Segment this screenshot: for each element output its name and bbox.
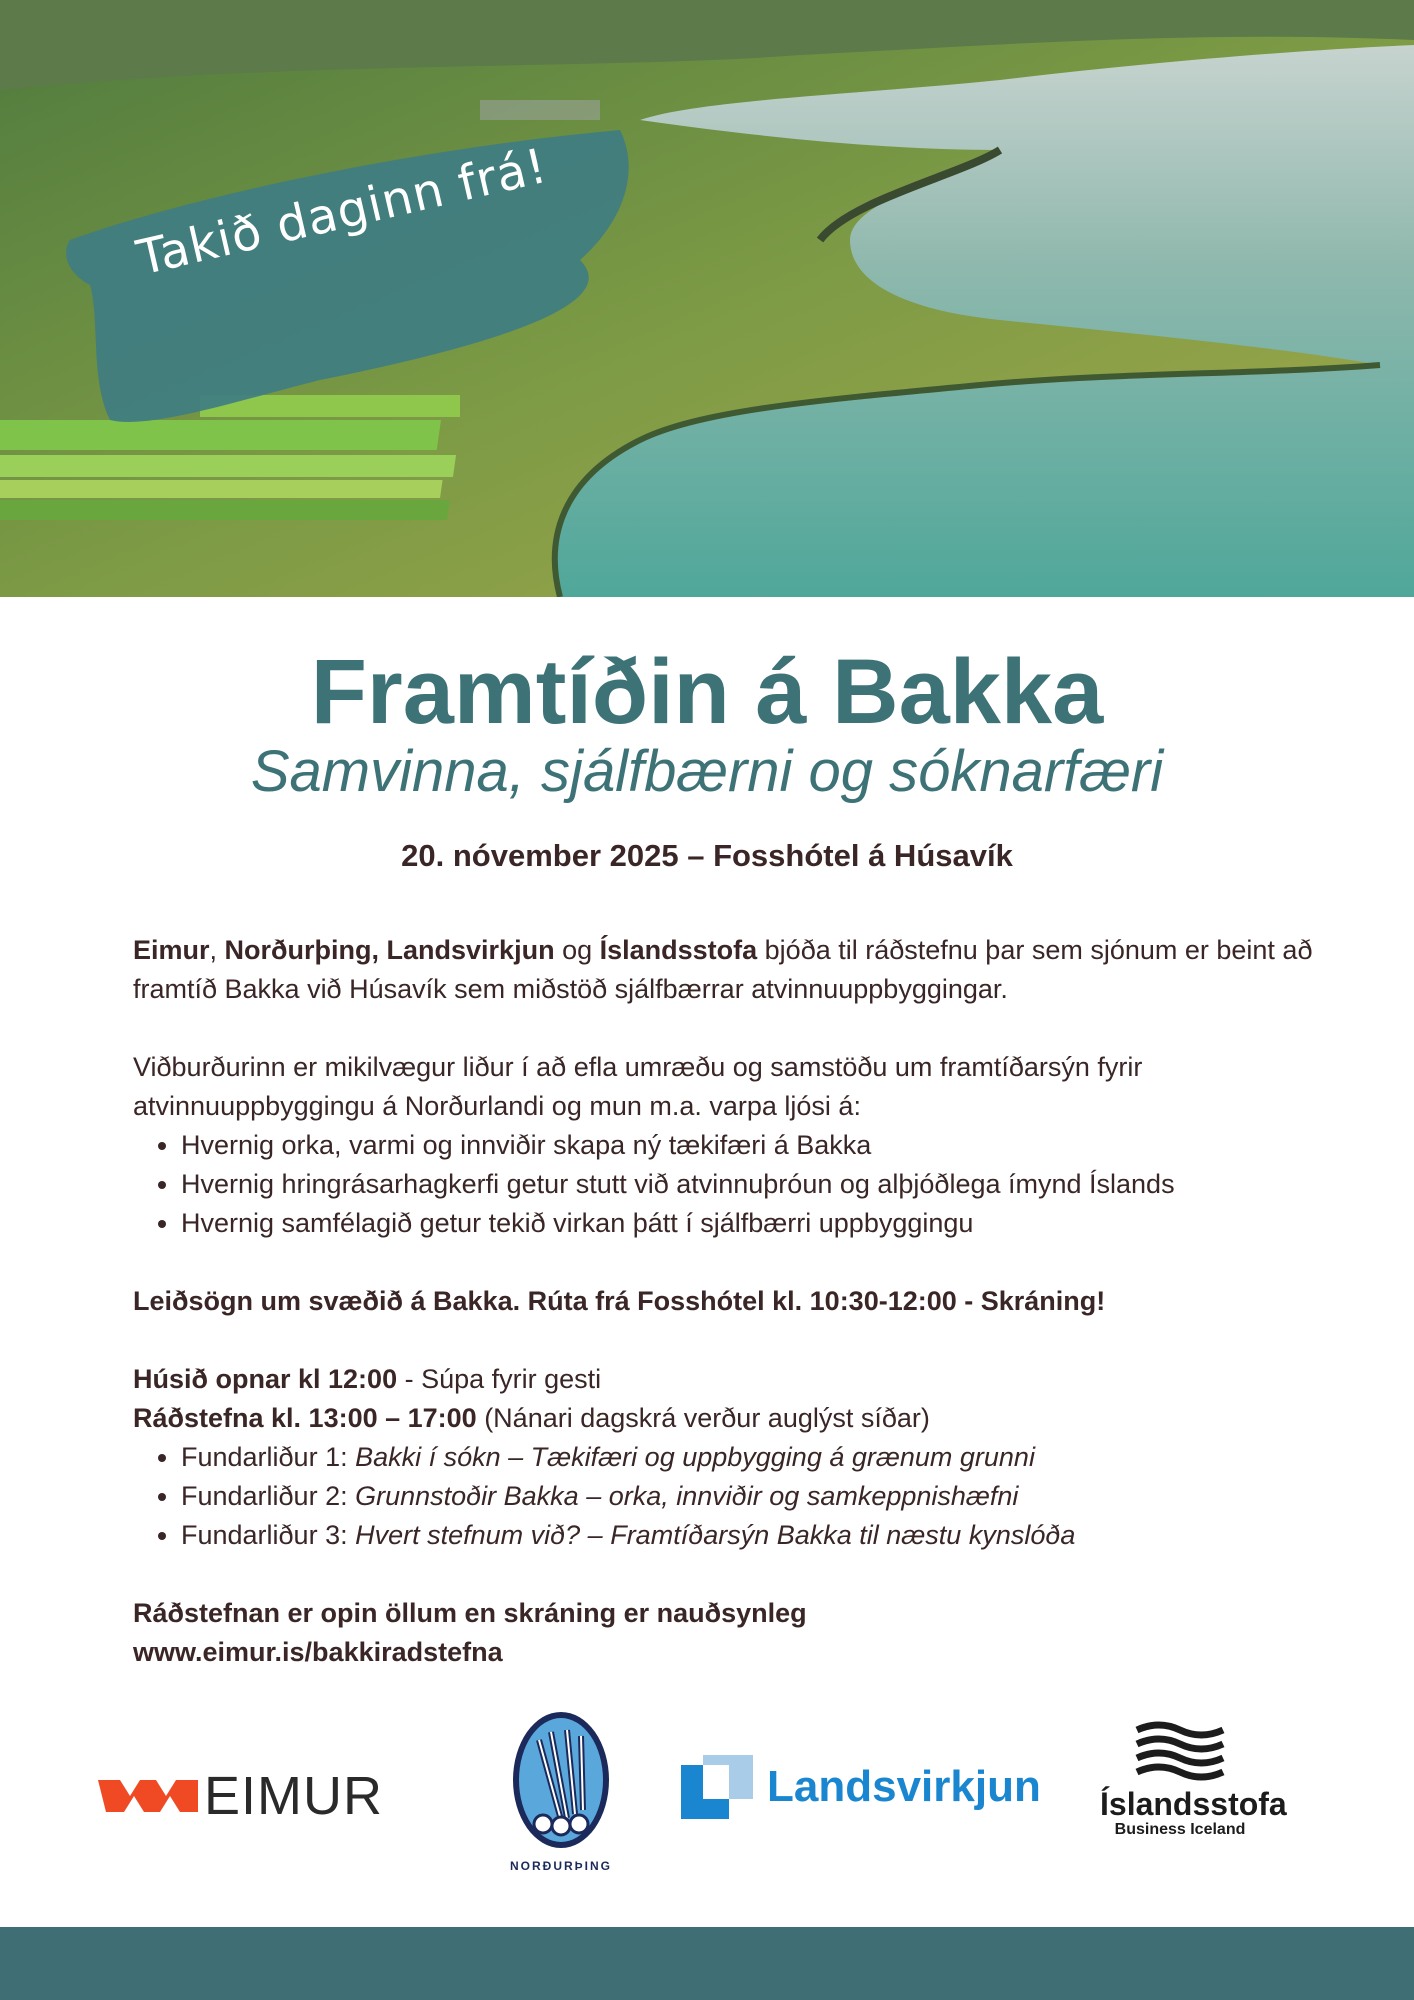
nordurthing-logo (506, 1710, 616, 1873)
nordurthing-crest-icon (509, 1710, 613, 1852)
list-item: • Hvernig orka, varmi og innviðir skapa ný tækifæri á Bakka (181, 1126, 1363, 1165)
agenda-label: Fundarliður 3: (181, 1520, 356, 1550)
intro-paragraph (133, 931, 1363, 1009)
islandsstofa-tagline: Business Iceland (1114, 1821, 1246, 1838)
footer-band (0, 1927, 1414, 2000)
landsvirkjun-mark-icon (681, 1755, 753, 1819)
list-item: • Hvernig samfélagið getur tekið virkan þátt í sjálfbærri uppbyggingu (181, 1204, 1363, 1243)
opening-time: Húsið opnar kl 12:00 (133, 1364, 398, 1394)
conference-time: Ráðstefna kl. 13:00 – 17:00 (133, 1403, 477, 1433)
intro-sep-2: og (554, 935, 600, 965)
list-item: • Hvernig hringrásarhagkerfi getur stutt við atvinnuþróun og alþjóðlega ímynd Íslands (181, 1165, 1363, 1204)
nordurthing-caption: NORÐURÞING (509, 1859, 612, 1873)
org-eimur: Eimur (133, 935, 210, 965)
banner-text: Takið daginn frá! (132, 137, 553, 287)
agenda-item (181, 1438, 1363, 1477)
event-paragraph: Viðburðurinn er mikilvægur liður í að efla umræðu og samstöðu um framtíðarsýn fyrir atvinnuuppbyggingu á Norðurlandi og mun m.a. varpa ljósi á: (133, 1052, 1143, 1121)
page-title: Framtíðin á Bakka (310, 641, 1104, 743)
agenda-label: Fundarliður 2: (181, 1481, 356, 1511)
partner-logos (0, 1700, 1414, 1873)
landsvirkjun-wordmark: Landsvirkjun (767, 1762, 1041, 1811)
event-dateline: 20. nóvember 2025 – Fosshótel á Húsavík (401, 838, 1013, 873)
agenda-item (181, 1477, 1363, 1516)
topic-list (133, 1126, 1363, 1243)
agenda-label: Fundarliður 1: (181, 1442, 356, 1472)
islandsstofa-wordmark: Íslandsstofa (1100, 1786, 1287, 1822)
page-subtitle: Samvinna, sjálfbærni og sóknarfæri (250, 739, 1164, 804)
agenda-title: Bakki í sókn – Tækifæri og uppbygging á grænum grunni (355, 1442, 1035, 1472)
landsvirkjun-logo (681, 1755, 1041, 1819)
eimur-wordmark: EIMUR (204, 1766, 383, 1826)
registration-text: Ráðstefnan er opin öllum en skráning er nauðsynleg (133, 1598, 807, 1628)
eimur-mark-icon (98, 1774, 198, 1818)
intro-text: bjóða til ráðstefnu þar sem sjónum er beint að framtíð Bakka við Húsavík sem miðstöð sjálfbærrar atvinnuuppbyggingar. (133, 935, 1313, 1004)
agenda-item (181, 1516, 1363, 1555)
agenda-list (133, 1438, 1363, 1555)
opening-note: - Súpa fyrir gesti (397, 1364, 602, 1394)
agenda-title: Hvert stefnum við? – Framtíðarsýn Bakka til næstu kynslóða (355, 1520, 1076, 1550)
eimur-logo (98, 1765, 383, 1827)
islandsstofa-logo (1100, 1720, 1287, 1839)
registration-link[interactable]: www.eimur.is/bakkiradstefna (133, 1637, 503, 1667)
event-description (133, 931, 1363, 1672)
agenda-title: Grunnstoðir Bakka – orka, innviðir og samkeppnishæfni (355, 1481, 1019, 1511)
conference-line (133, 1399, 1363, 1438)
hero-image (0, 0, 1414, 597)
opening-line (133, 1360, 1363, 1399)
landscape-illustration (0, 0, 1414, 597)
conference-note: (Nánari dagskrá verður auglýst síðar) (476, 1403, 930, 1433)
org-islandsstofa: Íslandsstofa (599, 935, 758, 965)
tour-notice: Leiðsögn um svæðið á Bakka. Rúta frá Fosshótel kl. 10:30-12:00 - Skráning! (133, 1286, 1106, 1316)
islandsstofa-waves-icon (1135, 1720, 1225, 1782)
intro-sep-1: , (209, 935, 225, 965)
org-nordurthing-landsvirkjun: Norðurþing, Landsvirkjun (224, 935, 555, 965)
